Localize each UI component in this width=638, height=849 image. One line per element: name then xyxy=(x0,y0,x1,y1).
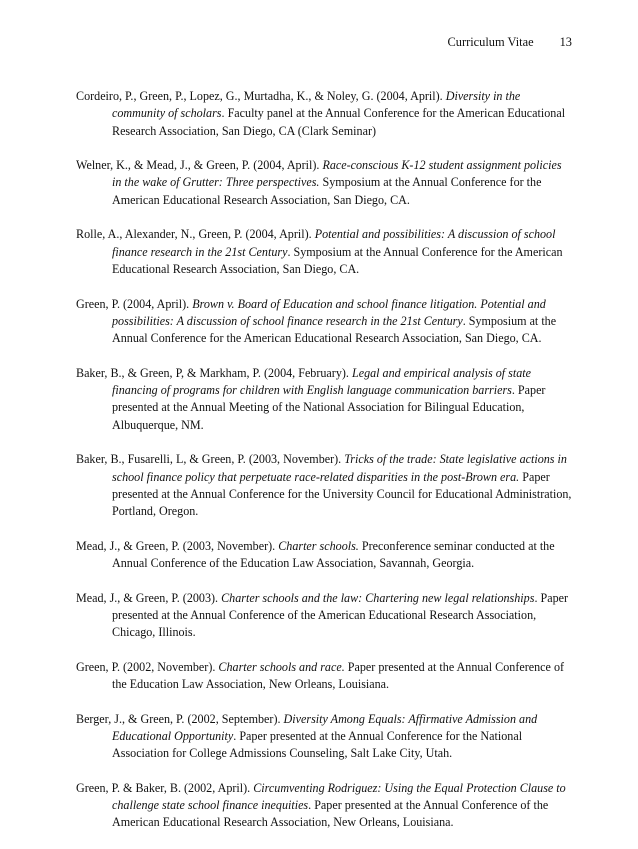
citation-details: Paper presented at the Annual Conference of the Education Law Association, New Orleans, Louisiana. xyxy=(112,659,565,692)
citation-details: Paper presented at the Annual Conference for the University Council for Educational Administration, Portland, Oregon. xyxy=(112,469,572,519)
header-title: Curriculum Vitae xyxy=(447,35,534,49)
citation-authors: Welner, K., & Mead, J., & Green, P. (2004, April). xyxy=(76,158,320,173)
citation-title: Tricks of the trade: State legislative actions in school finance policy that perpetuate race-related disparities in the post-Brown era. xyxy=(112,452,567,484)
citation-details: . Symposium at the Annual Conference for the American Educational Research Association, San Diego, CA. xyxy=(112,313,557,346)
citation-details: . Faculty panel at the Annual Conference for the American Educational Research Association, San Diego, CA (Clark Seminar) xyxy=(112,106,566,138)
citation-details: . Paper presented at the Annual Conference of the American Educational Research Association, Chicago, Illinois. xyxy=(112,590,569,640)
citation-details: Preconference seminar conducted at the Annual Conference of the Education Law Association, Savannah, Georgia. xyxy=(112,538,555,571)
citation-title: Charter schools. xyxy=(278,538,359,553)
citation-authors: Berger, J., & Green, P. (2002, September). xyxy=(76,711,281,726)
citation-entry xyxy=(76,88,572,140)
citation-details: . Paper presented at the Annual Conference for the National Association for College Admissions Counseling, Salt Lake City, Utah. xyxy=(112,728,523,761)
citation-title: Charter schools and the law: Chartering new legal relationships xyxy=(221,590,535,605)
citation-details: . Symposium at the Annual Conference for the American Educational Research Association, San Diego, CA. xyxy=(112,244,563,276)
page-header xyxy=(448,35,572,50)
citation-authors: Green, P. & Baker, B. (2002, April). xyxy=(76,780,251,795)
citation-details: . Paper presented at the Annual Meeting of the National Association for Bilingual Education, Albuquerque, NM. xyxy=(112,383,546,432)
citation-entry xyxy=(76,590,572,642)
citation-entry xyxy=(76,226,572,278)
citation-title: Potential and possibilities: A discussion of school finance research in the 21st Century xyxy=(112,227,556,259)
citation-authors: Rolle, A., Alexander, N., Green, P. (2004, April). xyxy=(76,227,312,242)
citation-title: Diversity Among Equals: Affirmative Admission and Educational Opportunity xyxy=(112,711,538,743)
citation-authors: Baker, B., & Green, P, & Markham, P. (2004, February). xyxy=(76,365,349,380)
citation-entry xyxy=(76,780,572,832)
citation-authors: Cordeiro, P., Green, P., Lopez, G., Murtadha, K., & Noley, G. (2004, April). xyxy=(76,89,443,103)
citation-title: Circumventing Rodriguez: Using the Equal Protection Clause to challenge state school finance inequities xyxy=(112,780,566,813)
citation-title: Legal and empirical analysis of state financing of programs for children with English language communication barriers xyxy=(112,365,532,398)
citation-authors: Mead, J., & Green, P. (2003, November). xyxy=(76,538,276,553)
citation-authors: Mead, J., & Green, P. (2003). xyxy=(76,590,219,605)
page-number: 13 xyxy=(559,35,572,49)
citation-entry xyxy=(76,451,572,520)
citation-entry xyxy=(76,538,572,573)
citation-title: Race-conscious K-12 student assignment policies in the wake of Grutter: Three perspectives. xyxy=(112,158,562,190)
citation-details: Symposium at the Annual Conference for the American Educational Research Association, San Diego, CA. xyxy=(112,175,542,207)
citation-authors: Baker, B., Fusarelli, L, & Green, P. (2003, November). xyxy=(76,452,342,467)
citation-entry xyxy=(76,659,572,694)
citation-entry xyxy=(76,157,572,209)
citation-entry xyxy=(76,711,572,763)
citation-details: . Paper presented at the Annual Conference of the American Educational Research Association, New Orleans, Louisiana. xyxy=(112,798,549,830)
citation-title: Brown v. Board of Education and school finance litigation. Potential and possibilities: A discussion of school finance research in the 21st Century xyxy=(112,296,546,328)
citation-authors: Green, P. (2002, November). xyxy=(76,659,216,674)
citation-authors: Green, P. (2004, April). xyxy=(76,296,190,311)
citation-entry xyxy=(76,365,572,434)
citation-title: Diversity in the community of scholars xyxy=(112,89,521,121)
citation-title: Charter schools and race. xyxy=(218,659,345,674)
presentations-list xyxy=(76,88,572,849)
citation-entry xyxy=(76,296,572,348)
